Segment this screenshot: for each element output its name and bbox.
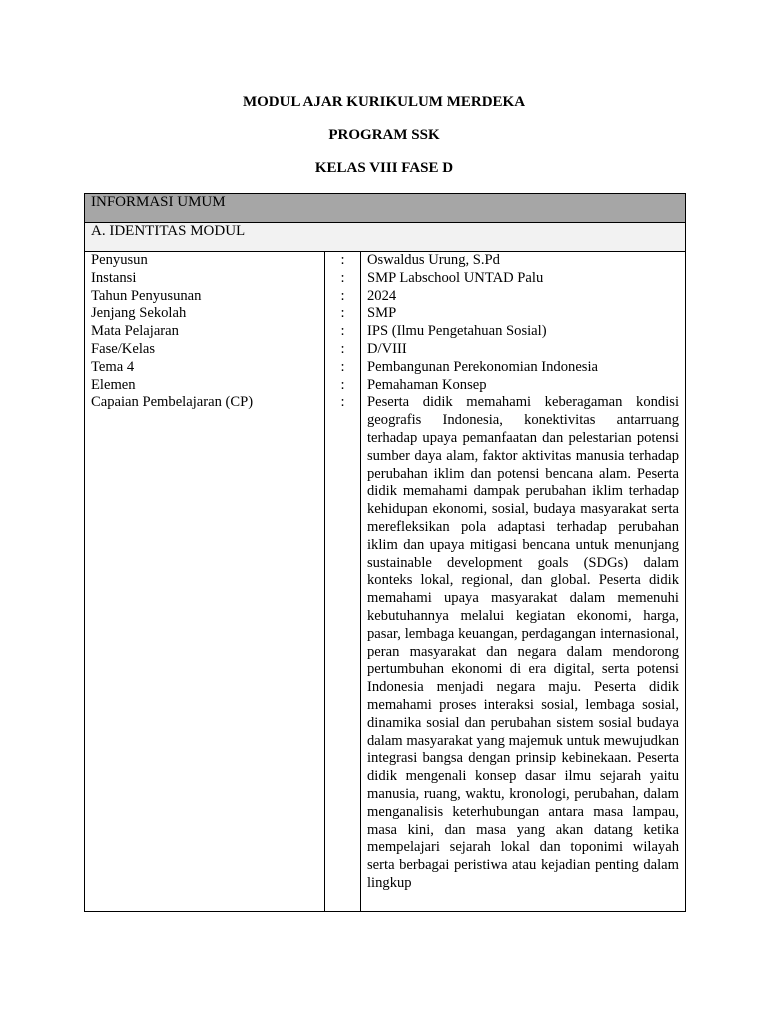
label-instansi: Instansi (91, 269, 137, 286)
label-mata-pelajaran: Mata Pelajaran (91, 323, 179, 340)
value-fase-kelas: D/VIII (367, 340, 407, 357)
value-column (361, 252, 686, 912)
section-header: INFORMASI UMUM (85, 194, 686, 223)
colon-separator: : (340, 340, 345, 357)
value-capaian-pembelajaran: Peserta didik memahami keberagaman kondisi geografis Indonesia, konektivitas antarruang terhadap upaya pemanfaatan dan pelestarian potensi sumber daya alam, faktor aktivitas manusia terhadap perubahan iklim dan potensi bencana alam. Peserta didik memahami dampak perubahan iklim terhadap kehidupan ekonomi, sosial, budaya masyarakat serta merefleksikan pola adaptasi terhadap perubahan iklim dan upaya mitigasi bencana untuk menunjang sustainable development goals (SDGs) dalam konteks lokal, regional, dan global. Peserta didik memahami upaya masyarakat dalam memenuhi kebutuhannya melalui kegiatan ekonomi, harga, pasar, lembaga keuangan, perdagangan internasional, peran masyarakat dan negara dalam mendorong pertumbuhan ekonomi di era digital, serta potensi Indonesia menjadi negara maju. Peserta didik memahami proses interaksi sosial, lembaga sosial, dinamika sosial dan perubahan sistem sosial budaya dalam masyarakat yang majemuk untuk mewujudkan integrasi bangsa dengan prinsip kebinekaan. Peserta didik mengenali konsep dasar ilmu sejarah yaitu manusia, ruang, waktu, kronologi, perubahan, dalam menganalisis keterhubungan antara masa lampau, masa kini, dan masa yang akan datang ketika mempelajari sejarah lokal dan toponimi wilayah serta berbagai peristiwa atau kejadian penting dalam lingkup (367, 394, 679, 891)
label-tema: Tema 4 (91, 358, 135, 375)
value-tema: Pembangunan Perekonomian Indonesia (367, 358, 599, 375)
value-instansi: SMP Labschool UNTAD Palu (367, 269, 544, 286)
label-penyusun: Penyusun (91, 252, 148, 268)
colon-separator: : (340, 376, 345, 393)
subsection-header-row (85, 223, 686, 252)
program-title: PROGRAM SSK (328, 127, 440, 143)
label-elemen: Elemen (91, 376, 136, 393)
label-fase-kelas: Fase/Kelas (91, 340, 156, 357)
label-capaian-pembelajaran: Capaian Pembelajaran (CP) (91, 394, 254, 411)
colon-separator: : (340, 394, 345, 411)
value-jenjang-sekolah: SMP (367, 305, 397, 322)
colon-separator: : (340, 287, 345, 304)
module-info-table (84, 193, 686, 912)
value-mata-pelajaran: IPS (Ilmu Pengetahuan Sosial) (367, 323, 547, 340)
identity-body-row (85, 252, 686, 912)
label-tahun-penyusunan: Tahun Penyusunan (91, 287, 202, 304)
colon-separator: : (340, 305, 345, 322)
colon-separator: : (340, 269, 345, 286)
colon-separator: : (340, 323, 345, 340)
subsection-header: A. IDENTITAS MODUL (85, 223, 686, 252)
value-penyusun: Oswaldus Urung, S.Pd (367, 252, 500, 268)
class-phase-title: KELAS VIII FASE D (314, 160, 454, 176)
value-tahun-penyusunan: 2024 (367, 287, 397, 304)
value-elemen: Pemahaman Konsep (367, 376, 487, 393)
module-title: MODUL AJAR KURIKULUM MERDEKA (242, 94, 526, 110)
colon-separator: : (340, 252, 345, 268)
colon-column (325, 252, 361, 912)
label-jenjang-sekolah: Jenjang Sekolah (91, 305, 187, 322)
section-header-row (85, 194, 686, 223)
label-column (85, 252, 325, 912)
colon-separator: : (340, 358, 345, 375)
